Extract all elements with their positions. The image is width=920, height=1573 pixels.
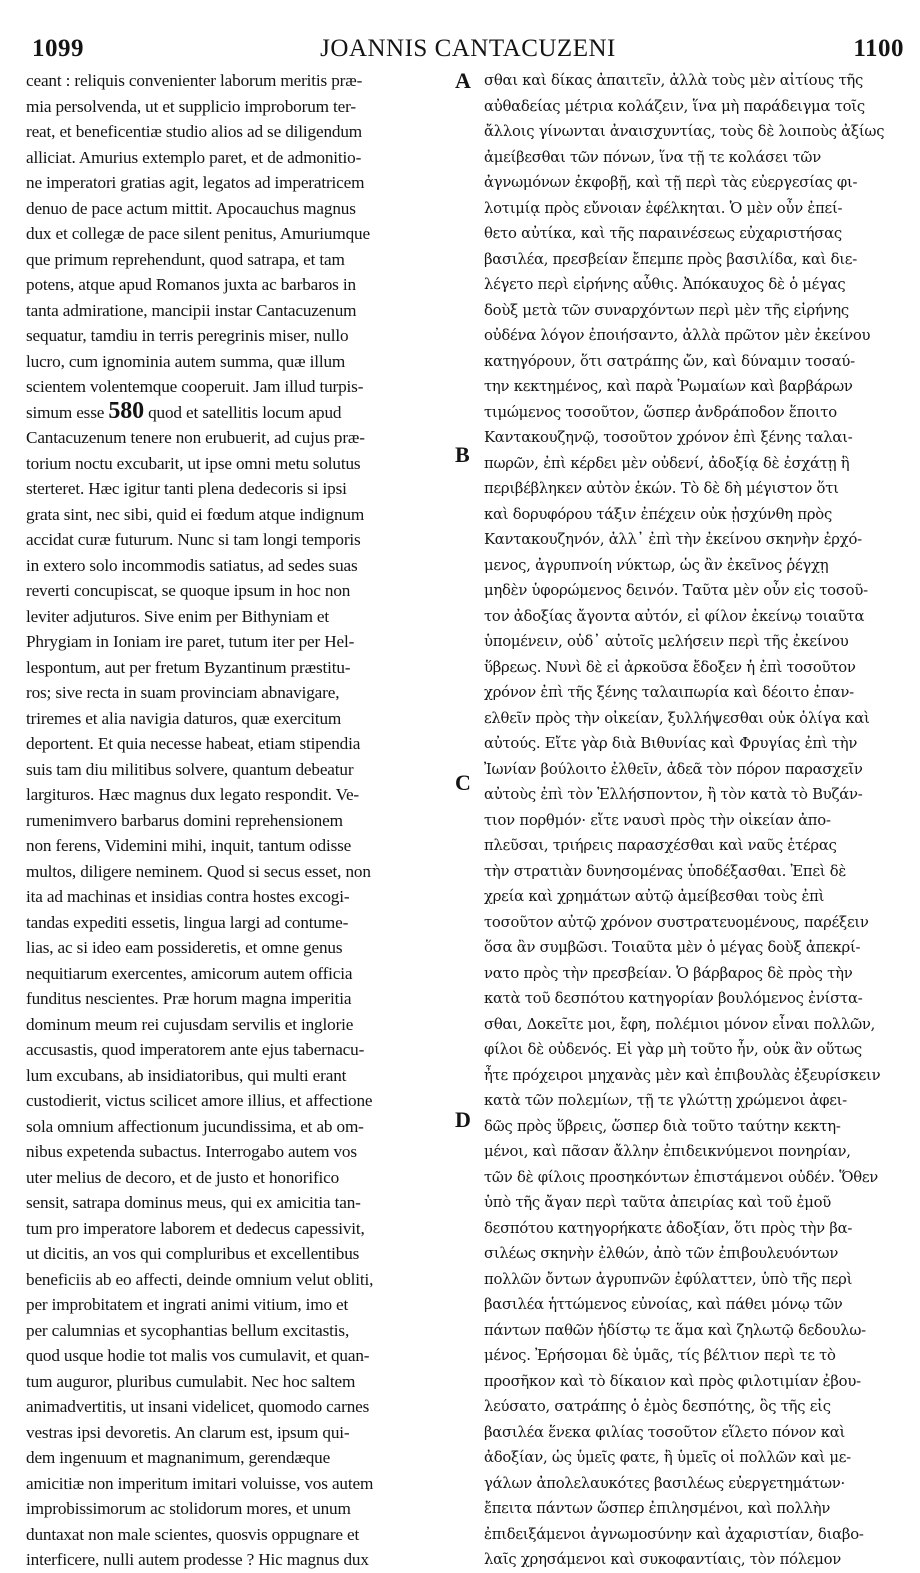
- greek-line: Καντακουζηνῷ, τοσοῦτον χρόνον ἐπὶ ξένης ταλαι-: [484, 429, 853, 446]
- greek-line: ἀδοξίαν, ὡς ὑμεῖς φατε, ἢ ὑμεῖς οἱ πολλῶν καὶ με-: [484, 1449, 851, 1466]
- greek-line: λαῖς χρησάμενοι καὶ συκοφαντίαις, τὸν πόλεμον: [484, 1551, 842, 1568]
- greek-line: πάντων παθῶν ἡδίστῳ τε ἅμα καὶ ζηλωτῷ δεδουλω-: [484, 1321, 866, 1339]
- latin-line: denuo de pace actum mittit. Apocauchus magnus: [26, 198, 356, 218]
- latin-line: grata sint, nec sibi, quid ei fœdum atque indignum: [26, 504, 365, 524]
- section-mark-b: B: [455, 442, 470, 467]
- greek-line: μηδὲν ὑφορώμενος δεινόν. Ταῦτα μὲν οὖν εἰς τοσοῦ-: [484, 582, 868, 599]
- latin-line: funditus nescientes. Præ horum magna imperitia: [26, 989, 352, 1008]
- greek-line: κατηγόρουν, ὅτι σατράπης ὤν, καὶ δύναμιν τοσαύ-: [484, 352, 855, 370]
- latin-line: que primum reprehendunt, quod satrapa, et tam: [26, 249, 345, 269]
- greek-line: σθαι καὶ δίκας ἀπαιτεῖν, ἀλλὰ τοὺς μὲν αἰτίους τῆς: [484, 72, 864, 89]
- greek-line: λεύσατο, σατράπης ὁ ἐμὸς δεσπότης, ὃς τῆς εἰς: [484, 1398, 831, 1415]
- latin-line: lum excubans, ab insidiatoribus, qui multi erant: [26, 1065, 347, 1085]
- latin-line: reat, et beneficentiæ studio alios ad se diligendum: [26, 122, 363, 141]
- greek-line: πωρῶν, ἐπὶ κέρδει μὲν οὐδενί, ἀδοξίᾳ δὲ ἐσχάτῃ ἣ: [484, 454, 850, 472]
- latin-line: nibus expetenda subactus. Interrogabo autem vos: [26, 1142, 357, 1161]
- running-title: JOANNIS CANTACUZENI: [320, 35, 616, 62]
- greek-line: μενος, ἀγρυπνοίη νύκτωρ, ὡς ἂν ἐκεῖνος ῥέγχῃ: [484, 556, 829, 574]
- latin-line: potens, atque apud Romanos juxta ac barbaros in: [26, 275, 356, 294]
- greek-line: πολλῶν ὄντων ἀγρυπνῶν ἐφύλαττεν, ὑπὸ τῆς περὶ: [484, 1270, 853, 1288]
- section-mark-c: C: [455, 770, 471, 795]
- latin-line: sequatur, tamdiu in terris peregrinis miser, nullo: [26, 326, 349, 345]
- greek-line: ὅσα ἂν συμβῶσι. Τοιαῦτα μὲν ὁ μέγας δοὺξ ἀπεκρί-: [484, 939, 861, 956]
- latin-line: lias, ac si ideo eam possideretis, et omne genus: [26, 938, 343, 957]
- latin-line: suis tam diu militibus solvere, quantum debeatur: [26, 759, 354, 779]
- right-page-number: 1100: [853, 35, 904, 62]
- latin-line: per calumnias et sycophantias bellum excitastis,: [26, 1320, 350, 1340]
- latin-line: tandas expediti essetis, lingua largi ad contume-: [26, 912, 349, 932]
- greek-line: ελθεῖν πρὸς τὴν οἰκείαν, ξυλλήψεσθαι οὐκ ὀλίγα καὶ: [484, 709, 870, 727]
- greek-line: ὑπὸ τῆς ἄγαν περὶ ταῦτα ἀπειρίας καὶ τοῦ ἐμοῦ: [484, 1194, 831, 1211]
- text-fragment: simum esse: [26, 402, 109, 422]
- latin-line: dominum meum rei cujusdam servilis et inglorie: [26, 1014, 354, 1034]
- latin-line: interficere, nulli autem prodesse ? Hic magnus dux: [26, 1550, 369, 1569]
- greek-line: λοτιμίᾳ πρὸς εὔνοιαν ἐφέλκηται. Ὁ μὲν οὖν ἐπεί-: [484, 199, 843, 217]
- greek-line: τιμώμενος τοσοῦτον, ὥσπερ ἀνδράποδον ἕποιτο: [484, 403, 837, 421]
- greek-line: αὐθαδείας μέτρια κολάζειν, ἵνα μὴ παράδειγμα τοῖς: [484, 97, 865, 115]
- greek-line: Ἰωνίαν βούλοιτο ἐλθεῖν, ἀδεᾶ τὸν πόρον παρασχεῖν: [484, 760, 863, 778]
- greek-line: νατο πρὸς τὴν πρεσβείαν. Ὁ βάρβαρος δὲ πρὸς τὴν: [484, 964, 853, 982]
- greek-line: ὕβρεως. Νυνὶ δὲ εἰ ἀρκοῦσα ἔδοξεν ἡ ἐπὶ τοσοῦτον: [484, 658, 856, 676]
- greek-line: τὴν στρατιὰν δυνησομένας ὑποδέξασθαι. Ἐπεὶ δὲ: [484, 862, 847, 880]
- latin-line: lespontum, aut per fretum Byzantinum præstitu-: [26, 657, 351, 677]
- latin-line: uter melius de decoro, et de justo et honorifico: [26, 1167, 340, 1187]
- latin-line: per improbitatem et ingrati animi vitium, imo et: [26, 1295, 349, 1314]
- latin-line: triremes et alia navigia daturos, quæ exercitum: [26, 708, 342, 728]
- latin-line: largituros. Hæc magnus dux legato respondit. Ve-: [26, 785, 359, 804]
- inline-page-number: 580: [108, 399, 144, 424]
- latin-line: lucro, cum ignominia autem summa, quæ illum: [26, 351, 346, 371]
- latin-line: quod usque hodie tot malis vos cumulavit, et quan-: [26, 1346, 370, 1365]
- greek-line: γάλων ἀπολελαυκότες βασιλέως εὐεργετημάτων·: [484, 1474, 845, 1492]
- greek-line: δῶς πρὸς ὕβρεις, ὥσπερ διὰ τοῦτο ταύτην κεκτη-: [484, 1117, 841, 1135]
- greek-column: [484, 68, 904, 1573]
- greek-line: δεσπότου κατηγορήκατε ἀδοξίαν, ὅτι πρὸς τὴν βα-: [484, 1219, 853, 1237]
- greek-line: σθαι, Δοκεῖτε μοι, ἔφη, πολέμιοι μόνον εἶναι πολλῶν,: [484, 1015, 876, 1033]
- latin-line: Cantacuzenum tenere non erubuerit, ad cujus præ-: [26, 428, 365, 447]
- latin-line: leviter adjuturos. Sive enim per Bithyniam et: [26, 606, 330, 626]
- latin-line: tum auguror, pluribus cumulabit. Nec hoc saltem: [26, 1371, 356, 1391]
- latin-line: sterteret. Hæc igitur tanti plena dedecoris si ipsi: [26, 479, 347, 498]
- greek-line: ἀμείβεσθαι τῶν πόνων, ἵνα τῇ τε κολάσει τῶν: [484, 148, 821, 166]
- latin-line: accidat curæ futurum. Nunc si tam longi temporis: [26, 530, 361, 549]
- latin-line: sensit, satrapa dominus meus, qui ex amicitia tan-: [26, 1193, 361, 1212]
- left-page-number: 1099: [32, 35, 84, 62]
- latin-line: rumenimvero barbarus domini reprehensionem: [26, 810, 343, 830]
- greek-line: σιλέως σκηνὴν ἐλθών, ἀπὸ τῶν ἐπιβουλευόντων: [484, 1245, 839, 1262]
- greek-line: ἦτε πρόχειροι μηχανὰς μὲν καὶ ἐπιβουλὰς ἐξευρίσκειν: [484, 1066, 881, 1084]
- section-mark-a: A: [455, 68, 471, 93]
- greek-line: Καντακουζηνόν, ἀλλ᾽ ἐπὶ τὴν ἐκείνου σκηνὴν ἐρχό-: [484, 531, 862, 548]
- text-fragment: quod et satellitis locum apud: [143, 402, 342, 422]
- greek-line: την κεκτημένος, καὶ παρὰ Ῥωμαίων καὶ βαρβάρων: [484, 378, 853, 395]
- section-mark-d: D: [455, 1107, 471, 1132]
- greek-line: θετο αὐτίκα, καὶ τῆς παραινέσεως εὐχαριστήσας: [484, 225, 842, 242]
- latin-line: ros; sive recta in suam provinciam abnavigare,: [26, 683, 340, 702]
- latin-line: sola omnium affectionum jucundissima, et ab om-: [26, 1116, 364, 1136]
- greek-line: δοὺξ μετὰ τῶν συναρχόντων περὶ μὲν τῆς εἰρήνης: [484, 301, 849, 319]
- latin-line: tanta admiratione, mancipii instar Cantacuzenum: [26, 300, 357, 320]
- latin-line: improbissimorum ac stolidorum mores, et unum: [26, 1499, 351, 1518]
- latin-line: ne imperatori gratias agit, legatos ad imperatricem: [26, 173, 365, 192]
- latin-line: in extero solo incommodis satiatus, ad sedes suas: [26, 555, 358, 575]
- latin-line: animadvertitis, ut insani videlicet, quomodo carnes: [26, 1397, 370, 1416]
- greek-line: ἄλλοις γίνωνται ἀναισχυντίας, τοὺς δὲ λοιποὺς ἀξίως: [484, 123, 885, 140]
- greek-line: αὐτούς. Εἴτε γὰρ διὰ Βιθυνίας καὶ Φρυγίας ἐπὶ τὴν: [484, 735, 858, 752]
- latin-line: accusastis, quod imperatorem ante ejus tabernacu-: [26, 1040, 365, 1059]
- greek-line: κατὰ τῶν πολεμίων, τῇ τε γλώττῃ χρώμενοι ἀφει-: [484, 1092, 847, 1109]
- greek-line: τοσοῦτον αὐτῷ χρόνον συστρατευομένους, παρέξειν: [484, 913, 869, 931]
- greek-line: τῶν δὲ φίλοις προσηκόντων ἐπιστάμενοι οὐδέν. Ὅθεν: [484, 1168, 879, 1186]
- greek-line: ἐπιδειξάμενοι ἀγνωμοσύνην καὶ ἀχαριστίαν, διαβο-: [484, 1525, 864, 1543]
- latin-line: amicitiæ non imperitum imitari voluisse, vos autem: [26, 1473, 374, 1493]
- latin-line: alliciat. Amurius extemplo paret, et de admonitio-: [26, 147, 362, 167]
- latin-line: multos, diligere neminem. Quod si secus esset, non: [26, 861, 371, 881]
- greek-line: οὐδένα λόγον ἐποιήσαντο, ἀλλὰ πρῶτον μὲν ἐκείνου: [484, 327, 871, 344]
- latin-line: Phrygiam in Ioniam ire paret, tutum iter per Hel-: [26, 632, 355, 651]
- latin-line: custodierit, victus scilicet amore illius, et affectione: [26, 1091, 373, 1110]
- latin-line: deportent. Et quia necesse habeat, etiam stipendia: [26, 734, 361, 753]
- greek-line: χρεία καὶ χρημάτων αὐτῷ ἀμείβεσθαι τοὺς ἐπὶ: [484, 888, 825, 905]
- greek-line: προσῆκον καὶ τὸ δίκαιον καὶ πρὸς φιλοτιμίαν ἐβου-: [484, 1372, 861, 1390]
- greek-line: κατὰ τοῦ δεσπότου κατηγορίαν βουλόμενος ἐνίστα-: [484, 990, 863, 1007]
- latin-line: mia persolvenda, ut et supplicio improborum ter-: [26, 96, 356, 116]
- latin-line: tum pro imperatore laborem et dedecus capessivit,: [26, 1218, 365, 1238]
- latin-line: [26, 400, 454, 426]
- latin-line: duntaxat non male scientes, quosvis oppugnare et: [26, 1524, 360, 1544]
- greek-line: πλεῦσαι, τριήρεις παρασχέσθαι καὶ ναῦς ἑτέρας: [484, 837, 837, 854]
- greek-line: αὐτοὺς ἐπὶ τὸν Ἑλλήσποντον, ἢ τὸν κατὰ τὸ Βυζάν-: [484, 786, 863, 803]
- greek-line: καὶ δορυφόρου τάξιν ἐπέχειν οὐκ ᾐσχύνθη πρὸς: [484, 505, 832, 523]
- latin-line: dux et collegæ de pace silent penitus, Amuriumque: [26, 224, 370, 243]
- latin-line: ut dicitis, an vos qui compluribus et excellentibus: [26, 1244, 360, 1263]
- greek-line: ἀγνωμόνων ἐκφοβῇ, καὶ τῇ περὶ τὰς εὐεργεσίας φι-: [484, 174, 858, 191]
- greek-line: περιβέβληκεν αὐτὸν ἑκών. Τὸ δὲ δὴ μέγιστον ὅτι: [484, 480, 839, 497]
- latin-line: vestras ipsi devoretis. An clarum est, ipsum qui-: [26, 1422, 350, 1442]
- latin-line: non ferens, Videmini mihi, inquit, tantum odisse: [26, 836, 352, 855]
- latin-line: ita ad machinas et insidias contra hostes excogi-: [26, 887, 350, 906]
- greek-line: χρόνον ἐπὶ τῆς ξένης ταλαιπωρία καὶ δέοιτο ἐπαν-: [484, 684, 854, 701]
- latin-line: reverti concupiscat, se quoque ipsum in hoc non: [26, 581, 351, 600]
- latin-line: ceant : reliquis convenienter laborum meritis præ-: [26, 71, 363, 90]
- greek-line: μένοι, καὶ πᾶσαν ἄλλην ἐπιδεικνύμενοι πονηρίαν,: [484, 1143, 851, 1160]
- greek-line: ὑπομένειν, οὐδ᾽ αὐτοῖς μελήσειν περὶ τῆς ἐκείνου: [484, 633, 849, 650]
- greek-line: βασιλέα ἡττώμενος εὐνοίας, καὶ πάθει μόνῳ τῶν: [484, 1296, 843, 1313]
- greek-line: μένος. Ἐρήσομαι δὲ ὑμᾶς, τίς βέλτιον περὶ τε τὸ: [484, 1347, 836, 1364]
- latin-line: torium noctu excubarit, ut ipse omni metu solutus: [26, 453, 361, 473]
- latin-line: nequitiarum exercentes, amicorum autem officia: [26, 963, 353, 983]
- greek-line: λέγετο περὶ εἰρήνης αὖθις. Ἀπόκαυχος δὲ ὁ μέγας: [484, 276, 846, 293]
- greek-line: βασιλέα ἕνεκα φιλίας τοσοῦτον εἵλετο πόνον καὶ: [484, 1423, 846, 1441]
- greek-line: βασιλέα, πρεσβείαν ἔπεμπε πρὸς βασιλίδα, καὶ διε-: [484, 250, 857, 268]
- latin-column: [26, 68, 454, 1573]
- greek-line: τιον πορθμόν· εἴτε ναυσὶ πρὸς τὴν οἰκείαν ἀπο-: [484, 811, 831, 829]
- latin-line: dem ingenuum et magnanimum, gerendæque: [26, 1448, 331, 1467]
- latin-line: scientem volentemque cooperuit. Jam illud turpis-: [26, 377, 364, 396]
- greek-line: τον ἀδοξίας ἄγοντα αὐτόν, εἰ φίλον ἐκείνῳ τοιαῦτα: [484, 607, 865, 625]
- greek-line: φίλοι δὲ οὐδενός. Εἰ γὰρ μὴ τοῦτο ἦν, οὐκ ἂν οὕτως: [484, 1041, 862, 1058]
- greek-line: ἔπειτα πάντων ὥσπερ ἐπιλησμένοι, καὶ πολλὴν: [484, 1500, 831, 1517]
- running-header: [32, 34, 904, 64]
- latin-line: beneficiis ab eo affecti, deinde omnium velut obliti,: [26, 1269, 374, 1289]
